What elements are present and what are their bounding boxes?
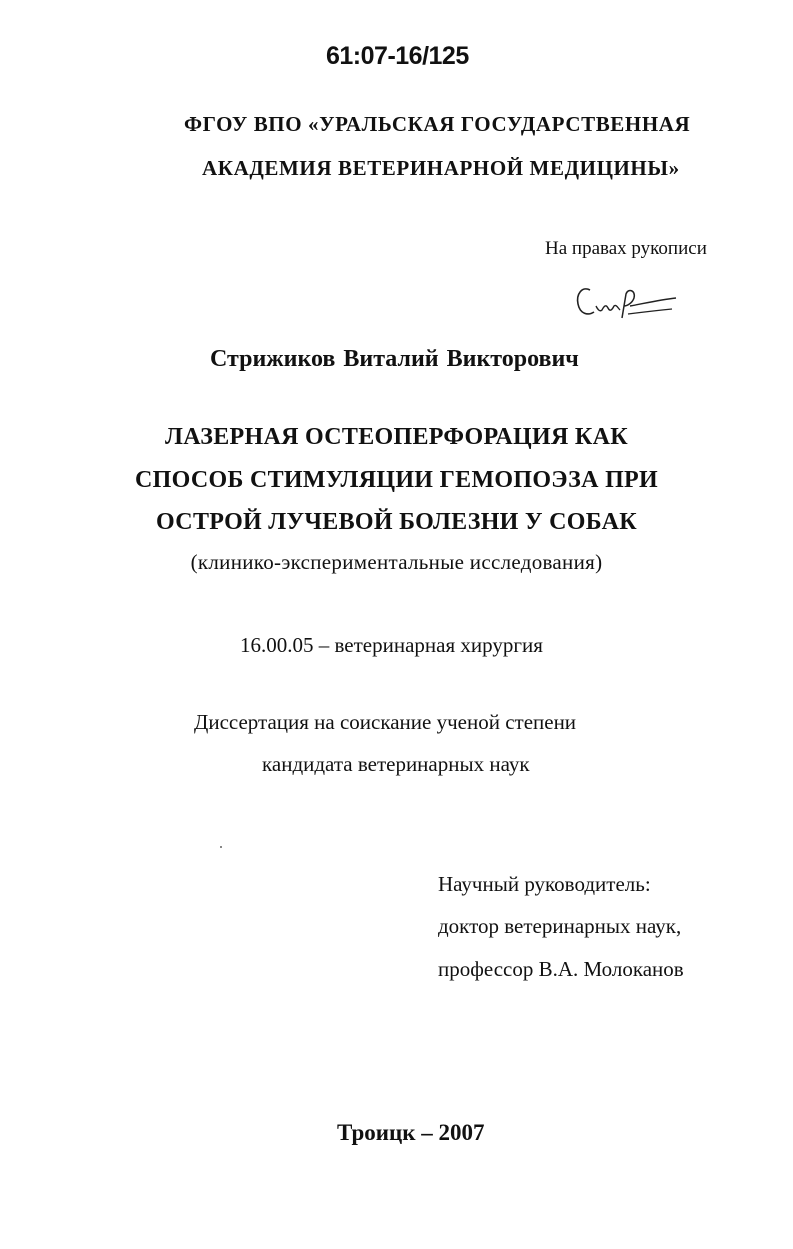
dissertation-line-2: кандидата ветеринарных наук: [262, 752, 530, 776]
author-name: Стрижиков Виталий Викторович: [210, 346, 579, 372]
dissertation-line-1: Диссертация на соискание ученой степени: [194, 710, 577, 734]
supervisor-degree: доктор ветеринарных наук,: [438, 914, 682, 938]
supervisor-name: профессор В.А. Молоканов: [438, 957, 684, 981]
handwritten-signature: [572, 280, 682, 330]
title-line-2: СПОСОБ СТИМУЛЯЦИИ ГЕМОПОЭЗА ПРИ: [135, 467, 658, 493]
registration-code: 61:07-16/125: [326, 42, 469, 70]
specialty-code: 16.00.05 – ветеринарная хирургия: [240, 633, 543, 657]
place-and-year: Троицк – 2007: [337, 1120, 485, 1145]
scan-speck: [220, 846, 222, 848]
title-line-3: ОСТРОЙ ЛУЧЕВОЙ БОЛЕЗНИ У СОБАК: [156, 509, 637, 535]
supervisor-label: Научный руководитель:: [438, 872, 651, 896]
title-line-1: ЛАЗЕРНАЯ ОСТЕОПЕРФОРАЦИЯ КАК: [165, 424, 628, 450]
manuscript-note: На правах рукописи: [545, 238, 707, 259]
subtitle: (клинико-экспериментальные исследования): [190, 550, 603, 574]
organization-line-1: ФГОУ ВПО «УРАЛЬСКАЯ ГОСУДАРСТВЕННАЯ: [184, 112, 691, 136]
organization-line-2: АКАДЕМИЯ ВЕТЕРИНАРНОЙ МЕДИЦИНЫ»: [202, 156, 680, 180]
